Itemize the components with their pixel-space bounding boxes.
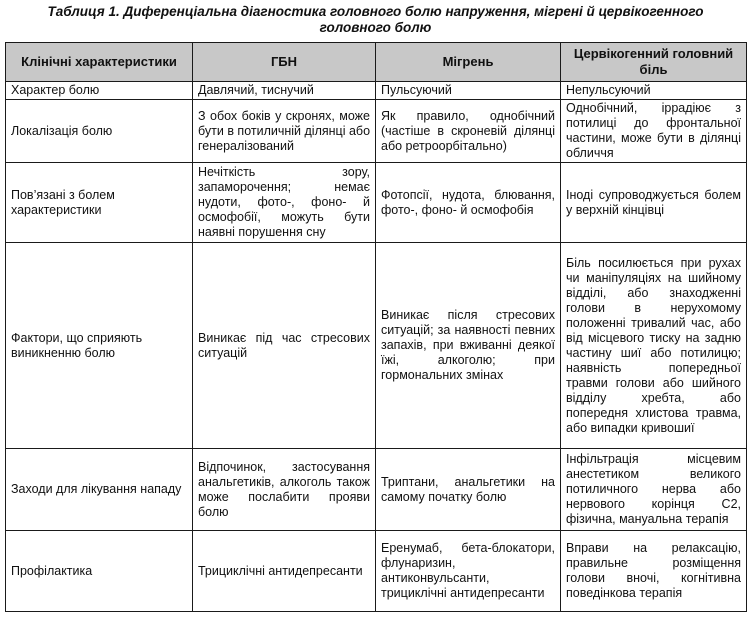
cell-cervicogenic: Однобічний, іррадіює з потилиці до фронтальної частини, може бути в ділянці обличчя (561, 100, 747, 163)
row-label: Пов’язані з болем характеристики (6, 163, 193, 243)
cell-cervicogenic: Непульсуючий (561, 82, 747, 100)
table-row (6, 100, 747, 163)
header-cervicogenic: Цервікогенний головний біль (561, 43, 747, 82)
cell-tth: З обох боків у скронях, може бути в потиличній ділянці або генералізований (193, 100, 376, 163)
cell-tth: Виникає під час стресових ситуацій (193, 243, 376, 449)
table-row (6, 163, 747, 243)
cell-cervicogenic: Інфільтрація місцевим анестетиком великого потиличного нерва або нервового корінця С2, фізична, мануальна терапія (561, 449, 747, 531)
row-label: Характер болю (6, 82, 193, 100)
cell-cervicogenic: Біль посилюється при рухах чи маніпуляціях на шийному відділі, або знаходженні голови в нерухомому положенні тривалий час, або від місцевого тиску на задню частину шиї або потилицю; наявність попередньої травми голови або шийного відділу хребта, або попередня хлистова травма, або випадки кривошиї (561, 243, 747, 449)
cell-tth: Відпочинок, застосування анальгетиків, алкоголь також може послабити прояви болю (193, 449, 376, 531)
header-clinical-features: Клінічні характеристики (6, 43, 193, 82)
diagnosis-table (5, 42, 747, 612)
cell-tth: Давлячий, тиснучий (193, 82, 376, 100)
cell-migraine: Триптани, анальгетики на самому початку болю (376, 449, 561, 531)
cell-tth: Нечіткість зору, запаморочення; немає нудоти, фото-, фоно- й осмофобії, можуть бути наявні порушення сну (193, 163, 376, 243)
cell-tth: Трициклічні антидепресанти (193, 531, 376, 612)
cell-cervicogenic: Іноді супроводжується болем у верхній кінцівці (561, 163, 747, 243)
table-row (6, 243, 747, 449)
cell-migraine: Пульсуючий (376, 82, 561, 100)
table-row (6, 531, 747, 612)
row-label: Профілактика (6, 531, 193, 612)
caption-line-2: головного болю (319, 20, 432, 35)
header-migraine: Мігрень (376, 43, 561, 82)
cell-cervicogenic: Вправи на релаксацію, правильне розміщення голови вночі, когнітивна поведінкова терапія (561, 531, 747, 612)
caption-line-1: Таблиця 1. Диференціальна діагностика головного болю напруження, мігрені й цервікогенного (47, 4, 704, 19)
cell-migraine: Еренумаб, бета-блокатори, флунаризин, антиконвульсанти, трициклічні антидепресанти (376, 531, 561, 612)
table-caption (0, 4, 751, 36)
row-label: Локалізація болю (6, 100, 193, 163)
row-label: Заходи для лікування нападу (6, 449, 193, 531)
header-tth: ГБН (193, 43, 376, 82)
cell-migraine: Виникає після стресових ситуацій; за наявності певних запахів, при вживанні деякої їжі, алкоголю; при гормональних змінах (376, 243, 561, 449)
row-label: Фактори, що сприяють виникненню болю (6, 243, 193, 449)
cell-migraine: Фотопсії, нудота, блювання, фото-, фоно- й осмофобія (376, 163, 561, 243)
table-header-row (6, 43, 747, 82)
table-row (6, 82, 747, 100)
cell-migraine: Як правило, однобічний (частіше в скроневій ділянці або ретроорбітально) (376, 100, 561, 163)
table-row (6, 449, 747, 531)
